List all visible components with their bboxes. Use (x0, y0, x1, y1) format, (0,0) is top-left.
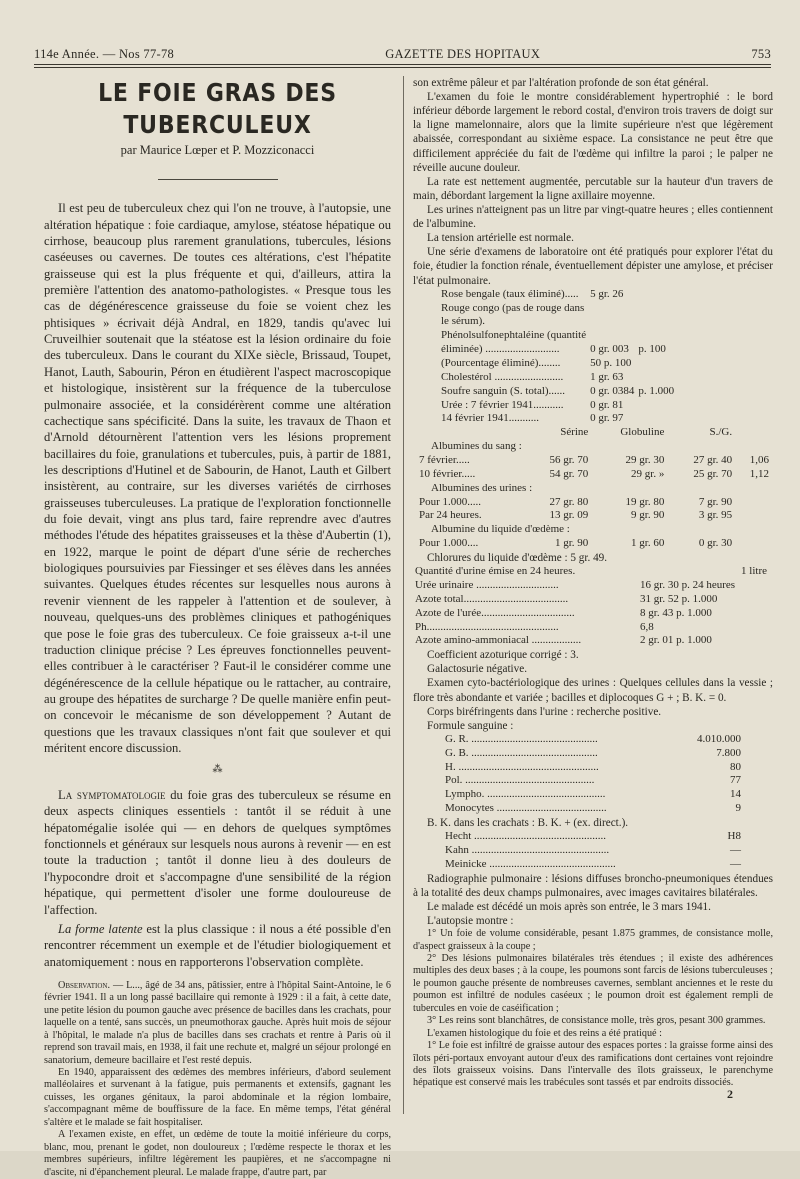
page-mark: 2 (727, 1087, 733, 1101)
chlorides-line: Chlorures du liquide d'œdème : 5 gr. 49. (427, 551, 608, 564)
symptomatology-paragraph (44, 787, 391, 918)
lab-results-table (439, 288, 676, 427)
blood-albumin-row-cell: 56 gr. 70 (549, 453, 589, 466)
blood-formula-body (443, 733, 743, 816)
serology-table (443, 830, 743, 872)
lab-row (439, 288, 676, 302)
lab-row-cell (636, 288, 676, 302)
latent-form-paragraph (44, 921, 391, 970)
serology-body (443, 830, 743, 872)
urine-albumin-row-cell: 13 gr. 09 (549, 509, 589, 522)
journal-name: GAZETTE DES HOPITAUX (385, 47, 541, 61)
urine-albumin-label: Albumines des urines : (431, 481, 533, 494)
blood-albumin-row-cell: 1,06 (749, 453, 769, 466)
lab-row-cell: p. 100 (638, 343, 666, 356)
urine-value-row-cell: 31 gr. 52 p. 1.000 (640, 592, 718, 605)
urine-value-row-cell: 16 gr. 30 p. 24 heures (640, 578, 736, 591)
albumin-table (417, 426, 771, 551)
urine-value-row-cell: 2 gr. 01 p. 1.000 (640, 634, 712, 647)
lab-row-cell: 14 février 1941........... (441, 412, 540, 425)
blood-albumin-row-cell: 10 février..... (419, 467, 476, 480)
lab-row (439, 412, 676, 426)
blood-formula-row-cell: 4.010.000 (697, 732, 741, 745)
urine-value-row-cell: Urée urinaire .............................. (415, 578, 559, 591)
urine-value-row-cell: 6,8 (640, 620, 654, 633)
blood-formula-row-cell: Pol. ............................................... (445, 774, 595, 787)
urine-table-body (413, 565, 769, 648)
lab-row (439, 371, 676, 385)
urine-value-row-cell: Ph................................................ (415, 620, 559, 633)
blood-formula-row (443, 733, 743, 747)
observation-paragraph-3: A l'examen existe, en effet, un œdème de toute la moitié inférieure du corps, blanc, mou, prenant le godet, non douloureux ; l'œdème respecte le thorax et les membres supérieurs, infiltre légèrement les paupières, et ne s'accompagne ni d'ascite, ni d'épanchement pleural. Le malade frappe, d'autre part, par (44, 1129, 391, 1178)
urine-value-row-cell: Azote de l'urée.................................. (415, 606, 575, 619)
bk-line: B. K. dans les crachats : B. K. + (ex. direct.). (427, 817, 629, 830)
urine-value-row (413, 579, 769, 593)
urine-paragraph: Les urines n'atteignent pas un litre par vingt-quatre heures ; elles contiennent de l'albumine. (413, 203, 773, 231)
urine-albumin-row (417, 496, 771, 510)
lab-row-cell: 0 gr. 97 (590, 412, 624, 425)
observation-paragraph-2: En 1940, apparaissent des œdèmes des membres inférieurs, d'abord seulement malléolaires et survenant à la fatigue, puis permanents et extensifs, gagnant les cuisses, les organes génitaux, la paroi abdominale et la région lombaire, s'accompagnant même de bouffissure de la face. En même temps, l'état général s'altère et le malade se fait hospitaliser. (44, 1067, 391, 1128)
lab-row-cell: Phénolsulfonephtaléine (quantité (441, 329, 587, 342)
blood-albumin-row-cell: 29 gr. 30 (625, 453, 665, 466)
urine-value-row-cell: Azote amino-ammoniacal .................. (415, 634, 582, 647)
blood-formula-row-cell: 9 (735, 802, 741, 815)
blood-formula-row-cell: G. B. .............................................. (445, 746, 598, 759)
lab-row-cell: 0 gr. 81 (590, 398, 624, 411)
edema-albumin-row-cell: 1 gr. 90 (555, 537, 589, 550)
blood-formula-table (443, 733, 743, 816)
lab-row-cell (636, 399, 676, 413)
autopsy-item-1: 1° Un foie de volume considérable, pesant 1.875 grammes, de consistance molle, d'aspect graisseux à la coupe ; (413, 928, 773, 952)
edema-albumin-label: Albumine du liquide d'œdème : (431, 523, 570, 536)
urine-albumin-row-cell: 7 gr. 90 (698, 495, 733, 508)
urine-table (413, 565, 769, 648)
lab-row-cell: Soufre sanguin (S. total)...... (441, 384, 566, 397)
blood-formula-row-cell: G. R. .............................................. (445, 732, 598, 745)
serology-row-cell: Kahn .................................................. (445, 844, 610, 857)
blood-formula-row-cell: Monocytes ........................................ (445, 802, 607, 815)
serology-row (443, 844, 743, 858)
lab-row-cell (588, 302, 636, 316)
serology-row-cell: H8 (727, 830, 741, 843)
lab-row-cell: 0 gr. 0384 (590, 384, 635, 397)
lab-row (439, 399, 676, 413)
edema-albumin-row-cell: 0 gr. 30 (698, 537, 733, 550)
lab-intro-paragraph: Une série d'examens de laboratoire ont été pratiqués pour explorer l'état du foie, étudier la fonction rénale, éventuellement dépister une amylose, et préciser l'état pulmonaire. (413, 246, 773, 287)
serology-row (443, 858, 743, 872)
lab-results-body (439, 288, 676, 427)
lab-row-cell: 1 gr. 63 (590, 370, 624, 383)
column-divider (403, 76, 404, 1114)
article-authors: par Maurice Lœper et P. Mozziconacci (120, 143, 315, 158)
blood-albumin-row-cell: 7 février..... (419, 453, 470, 466)
blood-formula-row-cell: Lympho. ........................................... (445, 788, 606, 801)
urine-albumin-row-cell (734, 509, 771, 523)
blood-formula-row (443, 788, 743, 802)
latent-form-lead: La forme latente (58, 921, 143, 936)
spleen-paragraph: La rate est nettement augmentée, percutable sur la hauteur d'un travers de main, débordant largement la ligne axillaire moyenne. (413, 175, 773, 202)
azoturic-coefficient: Coefficient azoturique corrigé : 3. (427, 649, 579, 662)
urine-quantity-row-cell: 1 litre (741, 565, 767, 578)
urine-value-row (413, 634, 769, 648)
blood-albumin-row (417, 454, 771, 468)
urine-value-row (413, 593, 769, 607)
blood-formula-row-cell: 77 (730, 774, 741, 787)
birefringent-line: Corps biréfringents dans l'urine : recherche positive. (427, 705, 662, 718)
edema-albumin-row-cell: 1 gr. 60 (631, 537, 665, 550)
lab-row (439, 302, 676, 316)
histology-label: L'examen histologique du foie et des reins a été pratiqué : (427, 1027, 662, 1039)
lab-row-cell (636, 315, 676, 329)
blood-formula-row-cell: H. ................................................... (445, 760, 599, 773)
lab-row (439, 343, 676, 357)
edema-albumin-row-cell: Pour 1.000.... (419, 537, 479, 550)
serology-row-cell: — (730, 857, 741, 870)
blood-albumin-row-cell: 25 gr. 70 (693, 467, 733, 480)
header-rule (34, 64, 771, 65)
lab-row (439, 357, 676, 371)
urine-albumin-row-cell: 27 gr. 80 (549, 495, 589, 508)
albumin-header-row-cell: Sérine (560, 426, 589, 439)
symptomatology-text: du foie gras des tuberculeux se résume en deux aspects cliniques essentiels : tantôt il se réduit à une hépatomégalie isolée qui — en dehors de quelques symptômes fonctionnels et généraux sur lesquels nous aurons à revenir — en est toute la traduction ; tantôt il donne lieu à des douleurs de l'hypocondre droit et s'accompagne d'une sensibilité de la région hépatique, qui permettent d'isoler une forme douloureuse de l'affection. (44, 788, 391, 917)
blood-formula-label: Formule sanguine : (427, 719, 514, 732)
lab-row-cell: 50 p. 100 (590, 356, 632, 369)
blood-albumin-row-cell: 54 gr. 70 (549, 467, 589, 480)
cyto-exam-paragraph: Examen cyto-bactériologique des urines : Quelques cellules dans la vessie ; flore très abondante et variée ; bacilles et diplocoques G + ; B. K. = 0. (413, 677, 773, 704)
lab-row-cell (636, 371, 676, 385)
lab-row-cell (636, 329, 676, 343)
blood-albumin-row (417, 468, 771, 482)
section-separator: ⁂ (212, 764, 223, 776)
albumin-header-row-cell: Globuline (620, 426, 665, 439)
urine-value-row-cell: Azote total...................................... (415, 592, 569, 605)
urine-albumin-row-cell: 3 gr. 95 (698, 509, 733, 522)
galactosuria-line: Galactosurie négative. (427, 663, 528, 676)
radiography-paragraph: Radiographie pulmonaire : lésions diffuses broncho-pneumoniques étendues à la totalité des deux champs pulmonaires, avec images cavitaires bilatérales. (413, 872, 773, 899)
lab-row (439, 329, 676, 343)
serology-row-cell: Hecht ................................................ (445, 830, 607, 843)
lab-row (439, 385, 676, 399)
blood-formula-row-cell: 14 (730, 788, 741, 801)
urine-albumin-row (417, 509, 771, 523)
serology-row-cell: Meinicke .............................................. (445, 857, 616, 870)
observation-lead: Observation. (58, 979, 110, 991)
urine-quantity-row-cell: Quantité d'urine émise en 24 heures. (415, 565, 576, 578)
albumin-header-row-cell (417, 426, 523, 440)
continuation-paragraph: son extrême pâleur et par l'altération profonde de son état général. (413, 77, 709, 89)
lab-row-cell (636, 302, 676, 316)
intro-paragraph: Il est peu de tuberculeux chez qui l'on ne trouve, à l'autopsie, une altération hépatique : foie cardiaque, amylose, stéatose hépatique ou cirrhose, beaucoup plus rarement granulations, tubercules, lésions caséeuses ou cavernes. De toutes ces altérations, c'est l'hépatite graisseuse qui est la plus fréquente et qui, d'ailleurs, attira la première l'attention des anatomo-pathologistes. « Presque tous les cas de dégénérescence graisseuse du foie se voient chez les phtisiques » écrivait déjà Andral, en 1829, tandis qu'avec lui Cruveilhier soutenait que la stéatose est la lésion ordinaire du foie des tuberculeux. Dans le courant du XIXe siècle, Brissaud, Toupet, Hanot, Lauth, Sabourin, Péron en étudièrent l'aspect macroscopique et histologique, insistèrent sur la fréquence de la tuberculose pulmonaire associée, et la considérèrent comme une altération cachectique sans spécificité. Dans la suite, les travaux de Thaon et d'Arnold détournèrent l'attention vers les lésions proprement bacillaires du foie, granulations et tubercules, puis, à partir de 1881, les descriptions d'Hutinel et de Sabourin, de Hanot, Lauth et Gilbert insistèrent, au contraire, sur les diverses variétés de cirrhoses graisseuses tuberculeuses. La pratique de l'exploration fonctionnelle du foie devait, vingt ans plus tard, faire reprendre avec d'autres méthodes l'étude des hépatites graisseuses et la thèse d'Aubertin (1), en 1922, marque le point de départ d'une série de recherches biologiques poursuivies par Fiessinger et ses élèves dans les années suivantes. Quelques études récentes sur lesquelles nous aurons à revenir viennent de les rappeler à l'attention et de soulever, à nouveau, quelques-uns des problèmes cliniques et pathogéniques que pose le foie gras des tuberculeux. Ce foie graisseux a-t-il une traduction clinique précise ? Les épreuves fonctionnelles peuvent-elles contribuer à le caractériser ? Faut-il le considérer comme une dégénérescence de la cellule hépatique ou le rattacher, au contraire, au groupe des hépatites de surcharge ? De quelle manière enfin peut-on concevoir le mécanisme de son développement ? Autant de questions que les travaux classiques n'ont fait que soulever et qui méritent encore discussion. (44, 201, 391, 756)
urine-albumin-row-cell: Pour 1.000..... (419, 495, 482, 508)
observation-paragraph (44, 980, 391, 1067)
edema-albumin-row-cell (734, 537, 771, 551)
blood-albumin-row-cell: 1,12 (749, 467, 769, 480)
blood-albumin-label: Albumines du sang : (431, 440, 522, 453)
blood-formula-row-cell: 80 (730, 760, 741, 773)
issue-number: 114e Année. — Nos 77-78 (34, 47, 175, 61)
lab-row-cell (636, 412, 676, 426)
lab-row-cell: éliminée) ........................... (441, 343, 560, 356)
lab-row-cell: le sérum). (441, 315, 485, 328)
blood-formula-row (443, 747, 743, 761)
right-column (413, 76, 773, 1090)
lab-row-cell (588, 329, 636, 343)
header-rule-2 (34, 67, 771, 68)
liver-exam-paragraph: L'examen du foie le montre considérablement hypertrophié : le bord inférieur déborde largement le rebord costal, d'environ trois travers de doigt sur la ligne mamelonnaire, alors que la limite supérieure n'est que légèrement abaissée, correspondant au sixième espace. La consistance ne peut être que difficilement appréciée du fait de l'œdème qui infiltre la paroi ; le palper ne réveille aucune douleur. (413, 91, 773, 174)
lab-row-cell: p. 1.000 (638, 384, 675, 397)
autopsy-item-3: 3° Les reins sont blanchâtres, de consistance molle, très gros, pesant 300 grammes. (427, 1015, 766, 1027)
albumin-header-row-cell: S./G. (709, 426, 733, 439)
tension-paragraph: La tension artérielle est normale. (427, 232, 574, 245)
blood-formula-row (443, 802, 743, 816)
left-column (44, 76, 391, 1179)
blood-albumin-row-cell: 27 gr. 40 (693, 453, 733, 466)
article-title: LE FOIE GRAS DES TUBERCULEUX (98, 78, 337, 140)
death-line: Le malade est décédé un mois après son entrée, le 3 mars 1941. (427, 900, 711, 913)
albumin-header-row (417, 426, 771, 440)
edema-albumin-label-row (417, 523, 771, 537)
blood-albumin-label-row (417, 440, 771, 454)
urine-quantity-row (413, 565, 769, 579)
autopsy-item-2: 2° Des lésions pulmonaires bilatérales très étendues ; il existe des adhérences multiples des deux bases ; à la coupe, les poumons sont farcis de lésions tuberculeuses ; le poumon gauche présente de nombreuses cavernes, semblant anciennes et le reste du poumon est infiltré de nodules caséeux ; le poumon droit est également rempli de tubercules en voie de caséification ; (413, 953, 773, 1014)
page-number: 753 (751, 47, 771, 61)
lab-row-cell: 5 gr. 26 (590, 287, 624, 300)
lab-row (439, 315, 676, 329)
lab-row-cell: Urée : 7 février 1941........... (441, 398, 564, 411)
urine-albumin-label-row (417, 482, 771, 496)
urine-value-row-cell: 8 gr. 43 p. 1.000 (640, 606, 712, 619)
serology-row (443, 830, 743, 844)
lab-row-cell (588, 315, 636, 329)
blood-albumin-row-cell: 29 gr. » (631, 467, 665, 480)
lab-row-cell (636, 357, 676, 371)
lab-row-cell: (Pourcentage éliminé)........ (441, 356, 561, 369)
urine-albumin-row-cell (734, 496, 771, 510)
page-header (34, 47, 771, 63)
lab-row-cell: Rose bengale (taux éliminé)..... (441, 287, 579, 300)
lab-row-cell: Cholestérol ......................... (441, 370, 564, 383)
blood-formula-row-cell: 7.800 (716, 746, 741, 759)
urine-albumin-row-cell: 9 gr. 90 (631, 509, 665, 522)
observation-text: — L..., âgé de 34 ans, pâtissier, entre à l'hôpital Saint-Antoine, le 6 février 1941. Il a un long passé bacillaire qui remonte à 1929 : il a fait, à cette date, une petite lésion du poumon gauche avec présence de bacilles dans les crachats, pour laquelle on a tenté, sans succès, un pneumothorax gauche. Après huit mois de séjour à l'hôpital, le malade n'a plus de bacilles dans ses crachats et rentre à Paris où il reprend son travail mais, en 1938, il fait une rechute et, malgré un séjour prolongé en sanatorium, demeure bacillaire et l'est resté depuis. (44, 979, 391, 1066)
edema-albumin-row (417, 537, 771, 551)
symptomatology-lead: La symptomatologie (58, 788, 166, 802)
latent-form-text: est la plus classique : il nous a été possible d'en rencontrer récemment un exemple et de l'étudier biologiquement et anatomiquement : nous en rapporterons l'observation complète. (44, 921, 391, 969)
title-rule (158, 179, 278, 180)
autopsy-label: L'autopsie montre : (427, 915, 514, 928)
urine-value-row (413, 607, 769, 621)
lab-row-cell: 0 gr. 003 (590, 343, 629, 356)
urine-albumin-row-cell: 19 gr. 80 (625, 495, 665, 508)
lab-row-cell: Rouge congo (pas de rouge dans (441, 301, 585, 314)
serology-row-cell: — (730, 844, 741, 857)
blood-formula-row (443, 774, 743, 788)
albumin-table-body (417, 426, 771, 551)
histology-item-1: 1° Le foie est infiltré de graisse autour des espaces portes : la graisse forme ainsi des îlots péri-portaux envoyant autour d'eux des ramifications dont certaines vont rejoindre des îlots graisseux voisins. Dans l'intervalle des îlots graisseux, le parenchyme hépatique est conservé mais les trabécules sont tassés et par endroits dissociés. (413, 1040, 773, 1089)
urine-value-row (413, 621, 769, 635)
blood-formula-row (443, 761, 743, 775)
urine-albumin-row-cell: Par 24 heures. (419, 509, 482, 522)
